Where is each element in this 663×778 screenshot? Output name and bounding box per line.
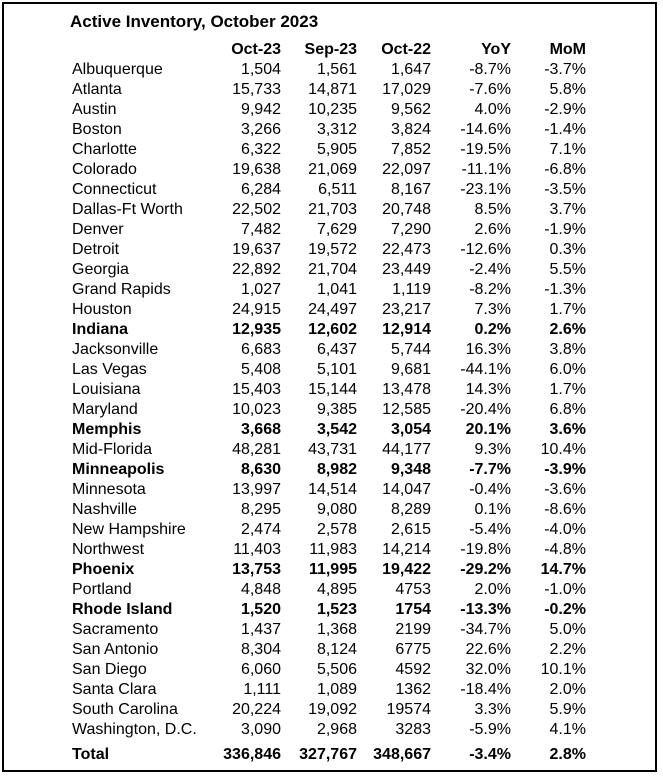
cell-mom: -2.9% [544, 101, 586, 118]
cell-oct-23: 1,111 [243, 681, 281, 698]
cell-oct-22: 5,744 [390, 341, 431, 358]
cell-mom: -3.7% [544, 61, 586, 78]
total-row [66, 740, 586, 770]
cell-sep-23: 12,602 [308, 321, 357, 338]
cell-mom: -8.6% [544, 501, 586, 518]
cell-oct-23: 3,668 [240, 421, 281, 438]
cell-mom: 10.1% [540, 661, 586, 678]
cell-city: Georgia [72, 261, 129, 278]
cell-oct-22: 9,562 [390, 101, 431, 118]
cell-sep-23: 14,871 [308, 81, 357, 98]
cell-oct-22: 22,473 [382, 241, 431, 258]
table-row [66, 720, 586, 740]
table-title: Active Inventory, October 2023 [70, 12, 319, 31]
cell-oct-23: 15,403 [232, 381, 281, 398]
cell-city: Austin [72, 101, 117, 118]
cell-oct-23: 8,304 [240, 641, 281, 658]
cell-yoy: 0.2% [474, 321, 511, 338]
cell-oct-22: 14,214 [382, 541, 431, 558]
cell-yoy: -7.6% [469, 81, 511, 98]
cell-sep-23: 8,124 [316, 641, 357, 658]
cell-city: Minneapolis [72, 461, 165, 478]
cell-yoy: 22.6% [465, 641, 511, 658]
cell-oct-22: 13,478 [382, 381, 431, 398]
cell-sep-23: 21,703 [308, 201, 357, 218]
cell-mom: 5.9% [549, 701, 586, 718]
cell-sep-23: 1,368 [316, 621, 357, 638]
cell-sep-23: 21,704 [308, 261, 357, 278]
cell-mom: 3.8% [549, 341, 586, 358]
header-city [66, 40, 216, 60]
cell-sep-23: 1,523 [316, 601, 357, 618]
cell-mom: -0.2% [544, 601, 586, 618]
cell-sep-23: 1,041 [316, 281, 357, 298]
cell-oct-23: 2,474 [240, 521, 281, 538]
cell-oct-22: 7,852 [390, 141, 431, 158]
cell-oct-22: 12,914 [382, 321, 431, 338]
cell-oct-23: 12,935 [232, 321, 281, 338]
cell-oct-23: 48,281 [232, 441, 281, 458]
cell-city: Denver [72, 221, 124, 238]
cell-sep-23: 3,542 [316, 421, 357, 438]
cell-city: Atlanta [72, 81, 122, 98]
cell-sep-23: 11,995 [308, 561, 357, 578]
cell-city: Dallas-Ft Worth [72, 201, 183, 218]
cell-oct-23: 22,892 [232, 261, 281, 278]
cell-mom: -6.8% [544, 161, 586, 178]
cell-oct-23: 4,848 [240, 581, 281, 598]
cell-oct-22: 6775 [395, 641, 431, 658]
cell-mom: 0.3% [549, 241, 586, 258]
cell-oct-23: 6,060 [240, 661, 281, 678]
cell-oct-22: 22,097 [382, 161, 431, 178]
cell-oct-22: 7,290 [390, 221, 431, 238]
cell-sep-23: 5,905 [316, 141, 357, 158]
cell-sep-23: 7,629 [316, 221, 357, 238]
cell-oct-22: 23,449 [382, 261, 431, 278]
table-row [66, 660, 586, 680]
cell-sep-23: 8,982 [316, 461, 357, 478]
cell-oct-23: 24,915 [232, 301, 281, 318]
cell-city: Louisiana [72, 381, 141, 398]
cell-mom: 7.1% [549, 141, 586, 158]
table-row [66, 120, 586, 140]
cell-oct-23: 13,997 [232, 481, 281, 498]
cell-city: Las Vegas [72, 361, 147, 378]
table-row [66, 620, 586, 640]
total-oct-23: 336,846 [223, 746, 281, 763]
cell-oct-23: 3,090 [240, 721, 281, 738]
table-row [66, 640, 586, 660]
table-row [66, 500, 586, 520]
cell-sep-23: 6,511 [318, 181, 357, 198]
table-row [66, 580, 586, 600]
cell-oct-23: 8,630 [240, 461, 281, 478]
cell-mom: -4.0% [544, 521, 586, 538]
table-row [66, 360, 586, 380]
table-row [66, 260, 586, 280]
table-row [66, 340, 586, 360]
cell-yoy: 3.3% [474, 701, 511, 718]
cell-sep-23: 19,572 [308, 241, 357, 258]
table-row [66, 440, 586, 460]
cell-yoy: -8.2% [469, 281, 511, 298]
cell-city: Houston [72, 301, 132, 318]
cell-city: Charlotte [72, 141, 137, 158]
cell-mom: -3.5% [544, 181, 586, 198]
cell-oct-22: 19574 [386, 701, 431, 718]
cell-sep-23: 2,578 [316, 521, 357, 538]
table-row [66, 160, 586, 180]
cell-sep-23: 10,235 [308, 101, 357, 118]
cell-city: Jacksonville [72, 341, 159, 358]
table-row [66, 100, 586, 120]
cell-sep-23: 43,731 [308, 441, 357, 458]
total-yoy: -3.4% [469, 746, 511, 763]
cell-city: Northwest [72, 541, 145, 558]
cell-oct-23: 6,683 [240, 341, 281, 358]
cell-sep-23: 5,101 [316, 361, 357, 378]
cell-oct-22: 8,289 [390, 501, 431, 518]
cell-mom: -3.6% [544, 481, 586, 498]
cell-city: Maryland [72, 401, 138, 418]
cell-sep-23: 4,895 [316, 581, 357, 598]
cell-oct-23: 10,023 [232, 401, 281, 418]
cell-yoy: 8.5% [474, 201, 511, 218]
cell-yoy: -14.6% [460, 121, 511, 138]
cell-oct-22: 4592 [395, 661, 431, 678]
cell-mom: 3.6% [549, 421, 586, 438]
cell-oct-22: 9,348 [390, 461, 431, 478]
cell-mom: 2.2% [549, 641, 586, 658]
cell-mom: 6.8% [549, 401, 586, 418]
cell-oct-23: 19,637 [232, 241, 281, 258]
cell-city: Portland [72, 581, 132, 598]
table-row [66, 60, 586, 80]
cell-oct-22: 12,585 [382, 401, 431, 418]
cell-sep-23: 9,385 [316, 401, 357, 418]
cell-oct-23: 9,942 [240, 101, 281, 118]
cell-mom: 14.7% [540, 561, 586, 578]
total-mom: 2.8% [549, 746, 586, 763]
cell-mom: -1.3% [544, 281, 586, 298]
cell-oct-22: 44,177 [382, 441, 431, 458]
cell-city: San Diego [72, 661, 147, 678]
cell-city: Santa Clara [72, 681, 157, 698]
cell-mom: 5.0% [549, 621, 586, 638]
cell-oct-22: 2199 [395, 621, 431, 638]
cell-yoy: 2.0% [474, 581, 511, 598]
header-yoy: YoY [481, 41, 511, 58]
table-row [66, 420, 586, 440]
table-row [66, 540, 586, 560]
table-row [66, 520, 586, 540]
cell-sep-23: 2,968 [316, 721, 357, 738]
cell-city: Boston [72, 121, 122, 138]
table-row [66, 320, 586, 340]
cell-yoy: 4.0% [474, 101, 511, 118]
cell-sep-23: 15,144 [308, 381, 357, 398]
cell-yoy: -18.4% [460, 681, 511, 698]
table-row [66, 560, 586, 580]
cell-oct-22: 19,422 [382, 561, 431, 578]
table-row [66, 280, 586, 300]
table-row [66, 220, 586, 240]
cell-yoy: -8.7% [469, 61, 511, 78]
total-label: Total [72, 746, 110, 763]
cell-city: Rhode Island [72, 601, 173, 618]
cell-oct-22: 9,681 [390, 361, 431, 378]
table-row [66, 80, 586, 100]
cell-yoy: 16.3% [465, 341, 511, 358]
cell-oct-22: 2,615 [390, 521, 431, 538]
cell-oct-22: 3,824 [390, 121, 431, 138]
cell-city: Washington, D.C. [72, 721, 197, 738]
cell-oct-23: 15,733 [232, 81, 281, 98]
cell-oct-22: 20,748 [382, 201, 431, 218]
cell-oct-23: 22,502 [232, 201, 281, 218]
table-row [66, 480, 586, 500]
cell-city: Memphis [72, 421, 142, 438]
cell-sep-23: 11,983 [309, 541, 357, 558]
cell-yoy: -13.3% [460, 601, 511, 618]
cell-mom: 1.7% [549, 301, 586, 318]
cell-city: Connecticut [72, 181, 157, 198]
cell-mom: -4.8% [544, 541, 586, 558]
cell-oct-22: 8,167 [390, 181, 431, 198]
cell-oct-22: 3,054 [390, 421, 431, 438]
cell-oct-23: 1,504 [240, 61, 281, 78]
table-row [66, 680, 586, 700]
header-row [66, 40, 586, 60]
table-row [66, 240, 586, 260]
cell-mom: 10.4% [540, 441, 586, 458]
cell-sep-23: 21,069 [308, 161, 357, 178]
cell-city: Detroit [72, 241, 120, 258]
cell-yoy: -11.1% [461, 161, 511, 178]
total-sep-23: 327,767 [299, 746, 357, 763]
cell-city: Nashville [72, 501, 137, 518]
cell-mom: -1.0% [544, 581, 586, 598]
cell-yoy: 20.1% [465, 421, 511, 438]
cell-city: Grand Rapids [72, 281, 171, 298]
cell-yoy: 14.3% [465, 381, 511, 398]
cell-yoy: -12.6% [460, 241, 511, 258]
cell-oct-23: 6,284 [240, 181, 281, 198]
table-row [66, 300, 586, 320]
cell-oct-23: 20,224 [232, 701, 281, 718]
cell-yoy: -19.8% [460, 541, 511, 558]
cell-oct-23: 13,753 [232, 561, 281, 578]
header-oct-22: Oct-22 [381, 41, 431, 58]
table-row [66, 140, 586, 160]
cell-yoy: -44.1% [460, 361, 511, 378]
cell-yoy: -5.4% [469, 521, 511, 538]
cell-oct-23: 3,266 [240, 121, 281, 138]
cell-sep-23: 1,561 [316, 61, 357, 78]
cell-yoy: 32.0% [465, 661, 511, 678]
cell-oct-22: 1,119 [392, 281, 431, 298]
cell-city: Colorado [72, 161, 137, 178]
inventory-table [66, 40, 586, 770]
cell-mom: 3.7% [549, 201, 586, 218]
table-row [66, 200, 586, 220]
cell-sep-23: 9,080 [316, 501, 357, 518]
cell-oct-23: 8,295 [240, 501, 281, 518]
table-row [66, 460, 586, 480]
cell-oct-23: 6,322 [240, 141, 281, 158]
cell-oct-22: 14,047 [382, 481, 431, 498]
cell-yoy: -7.7% [469, 461, 511, 478]
cell-yoy: -5.9% [469, 721, 511, 738]
cell-oct-23: 19,638 [232, 161, 281, 178]
cell-city: Phoenix [72, 561, 135, 578]
cell-yoy: -23.1% [460, 181, 511, 198]
cell-yoy: -34.7% [460, 621, 511, 638]
cell-sep-23: 3,312 [316, 121, 357, 138]
cell-yoy: 9.3% [474, 441, 511, 458]
cell-mom: -1.4% [544, 121, 586, 138]
table-row [66, 700, 586, 720]
header-oct-23: Oct-23 [231, 41, 281, 58]
cell-city: South Carolina [72, 701, 178, 718]
cell-mom: 2.6% [549, 321, 586, 338]
header-mom: MoM [549, 41, 586, 58]
cell-oct-22: 1,647 [390, 61, 431, 78]
cell-oct-22: 3283 [395, 721, 431, 738]
cell-city: Mid-Florida [72, 441, 153, 458]
cell-yoy: -29.2% [460, 561, 511, 578]
cell-sep-23: 6,437 [316, 341, 357, 358]
cell-oct-22: 4753 [395, 581, 431, 598]
cell-sep-23: 14,514 [308, 481, 357, 498]
cell-yoy: 7.3% [474, 301, 511, 318]
table-row [66, 400, 586, 420]
total-oct-22: 348,667 [373, 746, 431, 763]
cell-mom: 5.5% [549, 261, 586, 278]
cell-sep-23: 1,089 [316, 681, 357, 698]
table-row [66, 380, 586, 400]
cell-city: Albuquerque [72, 61, 163, 78]
cell-mom: 5.8% [549, 81, 586, 98]
cell-oct-23: 7,482 [240, 221, 281, 238]
cell-sep-23: 5,506 [316, 661, 357, 678]
cell-mom: 4.1% [549, 721, 586, 738]
cell-mom: -3.9% [544, 461, 586, 478]
table-row [66, 600, 586, 620]
cell-oct-23: 1,027 [240, 281, 281, 298]
cell-city: San Antonio [72, 641, 159, 658]
table-row [66, 180, 586, 200]
cell-mom: 6.0% [549, 361, 586, 378]
cell-yoy: -2.4% [469, 261, 511, 278]
cell-oct-22: 1754 [395, 601, 431, 618]
cell-mom: 1.7% [549, 381, 586, 398]
cell-oct-23: 11,403 [233, 541, 281, 558]
cell-city: Minnesota [72, 481, 146, 498]
cell-oct-23: 1,520 [240, 601, 281, 618]
cell-oct-22: 1362 [395, 681, 431, 698]
cell-mom: 2.0% [549, 681, 586, 698]
header-sep-23: Sep-23 [304, 41, 357, 58]
cell-sep-23: 24,497 [308, 301, 357, 318]
cell-yoy: 0.1% [474, 501, 511, 518]
cell-oct-23: 5,408 [240, 361, 281, 378]
cell-mom: -1.9% [544, 221, 586, 238]
cell-yoy: -19.5% [460, 141, 511, 158]
cell-city: New Hampshire [72, 521, 186, 538]
cell-yoy: -20.4% [460, 401, 511, 418]
cell-yoy: 2.6% [474, 221, 511, 238]
cell-sep-23: 19,092 [308, 701, 357, 718]
cell-oct-22: 17,029 [382, 81, 431, 98]
cell-city: Indiana [72, 321, 129, 338]
cell-yoy: -0.4% [469, 481, 511, 498]
cell-oct-23: 1,437 [240, 621, 281, 638]
cell-oct-22: 23,217 [382, 301, 431, 318]
cell-city: Sacramento [72, 621, 159, 638]
